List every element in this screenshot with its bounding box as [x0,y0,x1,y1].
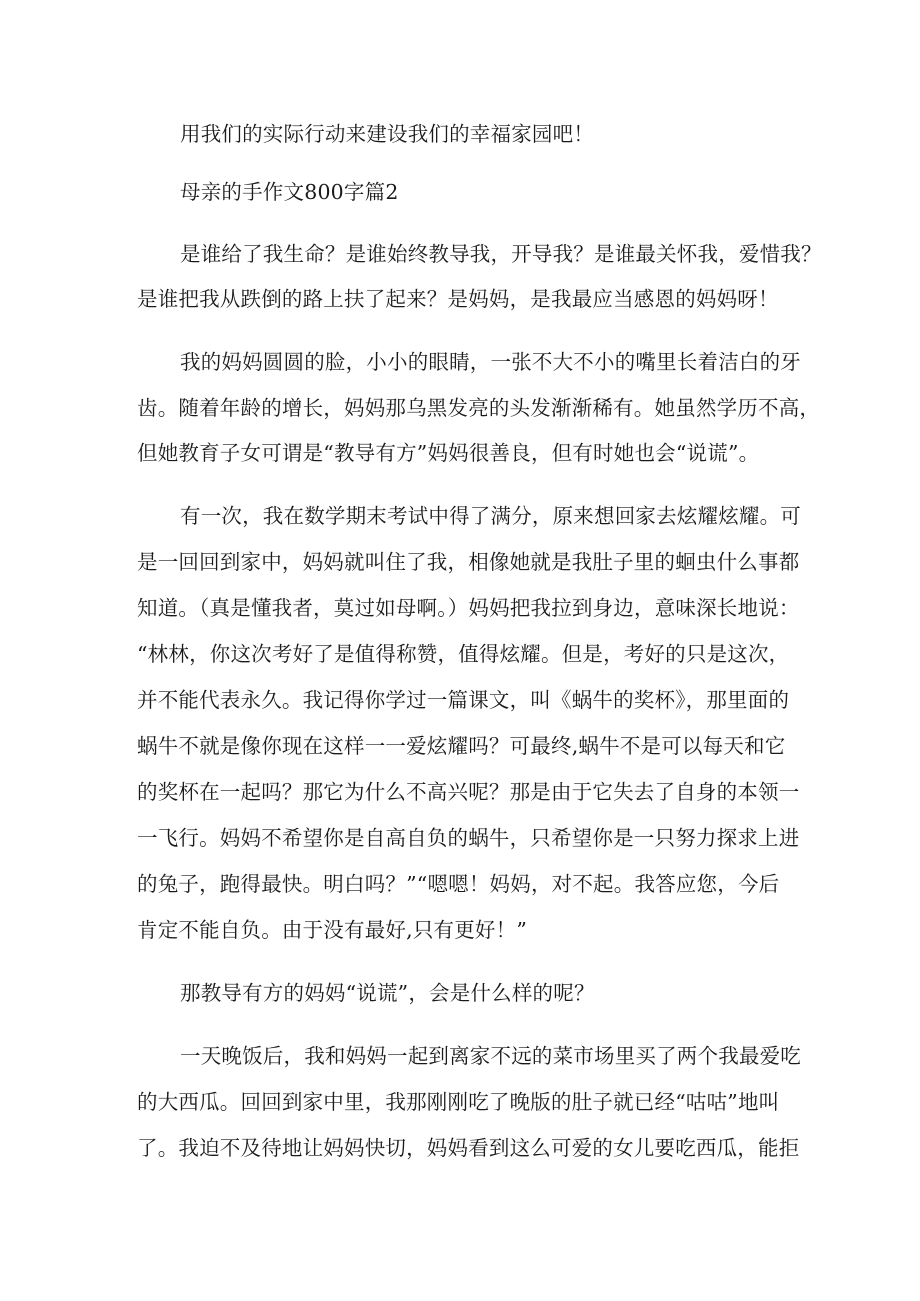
paragraph-line: 一天晚饭后，我和妈妈一起到离家不远的菜市场里买了两个我最爱吃 [180,1044,801,1068]
paragraph-line: 是谁把我从跌倒的路上扶了起来？是妈妈，是我最应当感恩的妈妈呀！ [137,287,779,311]
paragraph-line: 的兔子，跑得最快。明白吗？”“嗯嗯！妈妈，对不起。我答应您，今后 [137,872,780,896]
closing-sentence: 用我们的实际行动来建设我们的幸福家园吧！ [180,122,594,146]
paragraph-line: 蜗牛不就是像你现在这样一一爱炫耀吗？可最终,蜗牛不是可以每天和它 [137,734,786,758]
paragraph-line: 并不能代表永久。我记得你学过一篇课文，叫《蜗牛的奖杯》，那里面的 [137,688,790,712]
paragraph-line: “林林，你这次考好了是值得称赞，值得炫耀。但是，考好的只是这次， [137,642,790,666]
paragraph-line: 肯定不能自负。由于没有最好,只有更好！” [137,918,527,942]
paragraph-line: 的大西瓜。回回到家中里，我那刚刚吃了晚版的肚子就已经“咕咕”地叫 [137,1090,780,1114]
paragraph-line: 了。我迫不及待地让妈妈快切，妈妈看到这么可爱的女儿要吃西瓜，能拒 [137,1136,800,1160]
paragraph-line: 有一次，我在数学期末考试中得了满分，原来想回家去炫耀炫耀。可 [180,504,801,528]
paragraph-line: 知道。（真是懂我者，莫过如母啊。）妈妈把我拉到身边，意味深长地说： [137,596,800,620]
paragraph-line: 那教导有方的妈妈“说谎”，会是什么样的呢？ [180,981,595,1005]
paragraph-line: 的奖杯在一起吗？那它为什么不高兴呢？那是由于它失去了自身的本领一 [137,780,800,804]
paragraph-line: 我的妈妈圆圆的脸，小小的眼睛，一张不大不小的嘴里长着洁白的牙 [180,350,801,374]
paragraph-line: 但她教育子女可谓是“教导有方”妈妈很善良，但有时她也会“说谎”。 [137,441,760,465]
paragraph-line: 是谁给了我生命？是谁始终教导我，开导我？是谁最关怀我，爱惜我？ [180,242,822,266]
paragraph-line: 一飞行。妈妈不希望你是自高自负的蜗牛，只希望你是一只努力探求上进 [137,826,800,850]
section-heading: 母亲的手作文800字篇2 [180,180,399,204]
paragraph-line: 齿。随着年龄的增长，妈妈那乌黑发亮的头发渐渐稀有。她虽然学历不高， [137,396,821,420]
paragraph-line: 是一回回到家中，妈妈就叫住了我，相像她就是我肚子里的蛔虫什么事都 [137,550,800,574]
